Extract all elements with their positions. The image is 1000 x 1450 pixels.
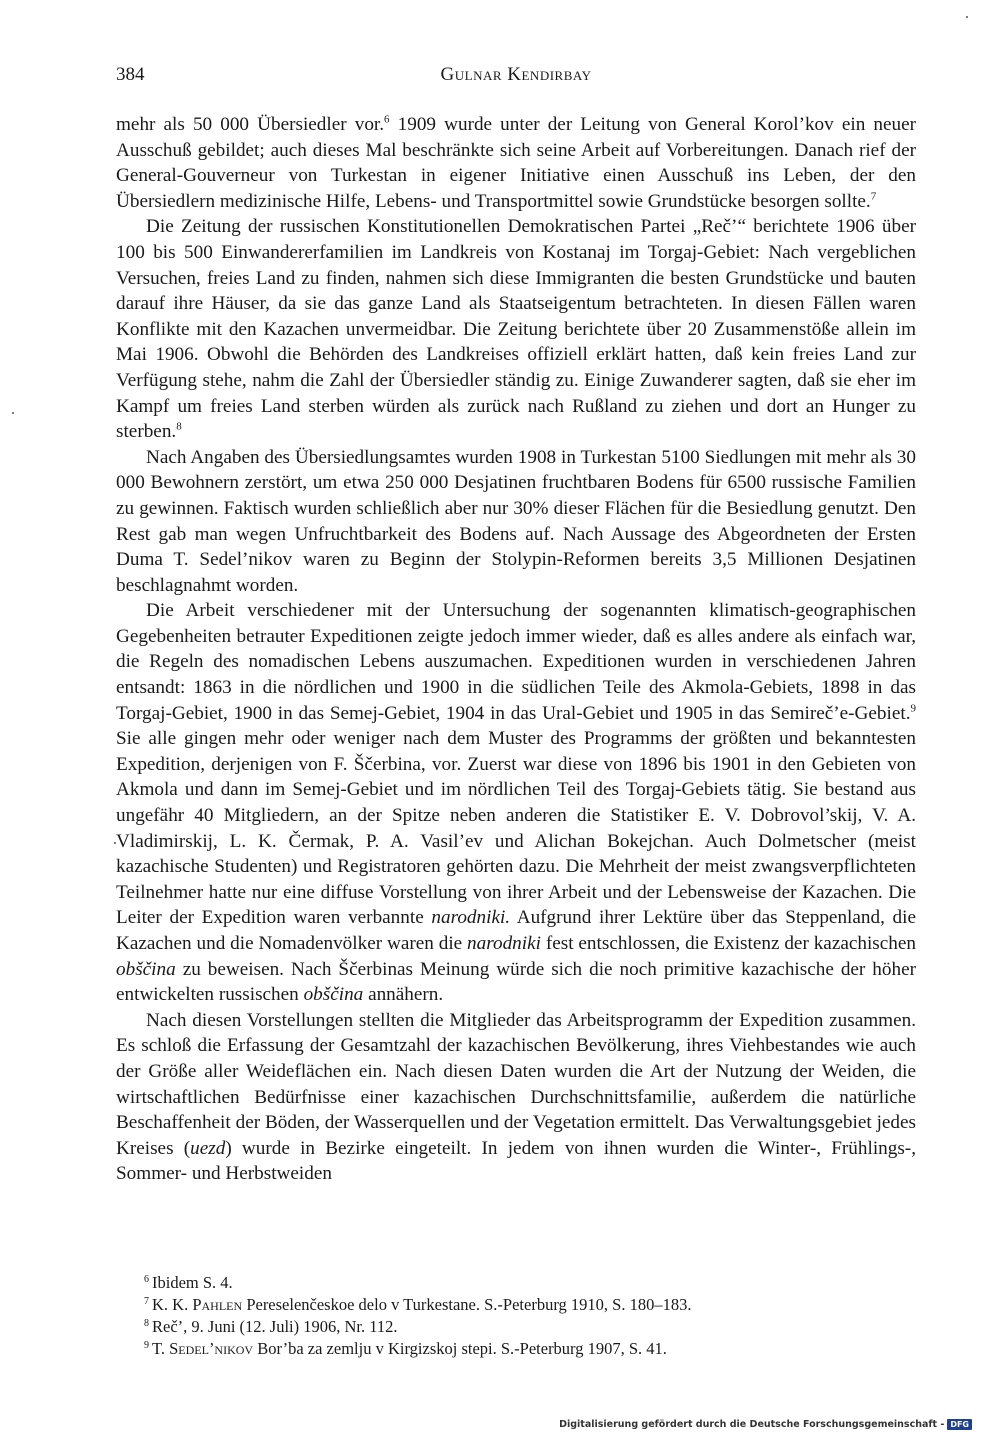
text-run: zu beweisen. Nach Ščerbinas Meinung würde sich die noch primitive kazachische der höher entwickelten russischen xyxy=(116,958,916,1006)
scan-speck xyxy=(966,16,968,18)
dfg-logo: DFG xyxy=(947,1419,972,1430)
text-run: Nach Angaben des Übersiedlungsamtes wurden 1908 in Turkestan 5100 Siedlungen mit mehr als 30 000 Bewohnern zerstört, um etwa 250 000 Desjatinen fruchtbaren Bodens für 6500 russische Familien zu gewinnen. Faktisch wurden schließlich aber nur 30% dieser Flächen für die Besiedlung genutzt. Den Rest gab man wegen Unfruchtbarkeit des Bodens auf. Nach Aussage des Abgeordneten der Ersten Duma T. Sedel’nikov waren zu Beginn der Stolypin-Reformen bereits 3,5 Millionen Desjatinen beschlagnahmt worden. xyxy=(116,446,916,596)
footnote xyxy=(144,1316,904,1338)
footnote xyxy=(144,1272,904,1294)
paragraph xyxy=(116,1008,916,1187)
text-run: mehr als 50 000 Übersiedler vor. xyxy=(116,114,385,135)
footnote xyxy=(144,1338,904,1360)
paragraph xyxy=(116,214,916,444)
page-header xyxy=(116,64,916,90)
text-run: Pereselenčeskoe delo v Turkestane. S.-Peterburg 1910, S. 180–183. xyxy=(242,1295,692,1314)
text-run: Die Zeitung der russischen Konstitutionellen Demokratischen Partei „Reč’“ berichtete 1906 über 100 bis 500 Einwandererfamilien im Landkreis von Kostanaj im Torgaj-Gebiet: Nach vergeblichen Versuchen, freies Land zu finden, nahmen sich diese Immigranten die besten Grundstücke und bauten darauf ihre Häuser, da sie das ganze Land als Staatseigentum betrachteten. In diesen Fällen waren Konflikte mit den Kazachen unvermeidbar. Die Zeitung berichtete über 20 Zusammenstöße allein im Mai 1906. Obwohl die Behörden des Landkreises offiziell erklärt hatten, daß kein freies Land zur Verfügung stehe, nahm die Zahl der Übersiedler ständig zu. Einige Zuwanderer sagten, daß sie eher im Kampf um freies Land sterben würden als zurück nach Rußland zu ziehen und dort an Hunger zu sterben. xyxy=(116,216,916,443)
footnote-ref: 8 xyxy=(176,420,182,433)
text-run: ) wurde in Bezirke eingeteilt. In jedem von ihnen wurden die Winter-, Frühlings-, Sommer- und Herbstweiden xyxy=(116,1137,916,1185)
italic-term: uezd xyxy=(190,1137,226,1159)
footnote-number: 9 xyxy=(144,1339,149,1351)
scan-speck xyxy=(114,842,116,844)
footnote-number: 7 xyxy=(144,1295,149,1307)
text-run: fest entschlossen, die Existenz der kazachischen xyxy=(540,933,916,954)
text-run: Nach diesen Vorstellungen stellten die Mitglieder das Arbeitsprogramm der Expedition zusammen. Es schloß die Erfassung der Gesamtzahl der kazachischen Bevölkerung, ihres Viehbestandes wie auch der Größe aller Weideflächen ein. Nach diesen Daten wurden die Art der Nutzung der Weiden, die wirtschaftlichen Bedürfnisse einer kazachischen Durchschnittsfamilie, außerdem die natürliche Beschaffenheit der Böden, der Wasserquellen und der Vegetation ermittelt. Das Verwaltungsgebiet jedes Kreises ( xyxy=(116,1009,916,1159)
digitization-credit xyxy=(559,1419,972,1430)
paragraph xyxy=(116,598,916,1008)
body-text xyxy=(116,112,916,1187)
author-name: Pahlen xyxy=(192,1295,243,1314)
footnotes xyxy=(144,1272,904,1360)
footnote-ref: 6 xyxy=(384,113,390,126)
italic-term: obščina xyxy=(303,984,364,1006)
footnote-number: 6 xyxy=(144,1273,149,1285)
text-run: T. xyxy=(152,1339,170,1358)
footnote xyxy=(144,1294,904,1316)
text-run: annähern. xyxy=(363,984,444,1006)
paragraph xyxy=(116,112,916,214)
footnote-ref: 9 xyxy=(910,702,916,715)
running-head-author: Gulnar Kendirbay xyxy=(440,64,592,85)
paragraph xyxy=(116,445,916,599)
text-run: 1909 wurde unter der Leitung von General Korol’kov ein neuer Ausschuß gebildet; auch dieses Mal beschränkte sich seine Arbeit auf Vorbereitungen. Danach rief der General-Gouverneur von Turkestan in eigener Initiative einen Ausschuß ins Leben, der den Übersiedlern medizinische Hilfe, Lebens- und Transportmittel sowie Grundstücke besorgen sollte. xyxy=(116,114,916,212)
scan-speck xyxy=(12,412,14,414)
text-run: Reč’, 9. Juni (12. Juli) 1906, Nr. 112. xyxy=(152,1317,398,1336)
footnote-number: 8 xyxy=(144,1317,149,1329)
text-run: Ibidem S. 4. xyxy=(152,1273,233,1292)
text-run: Bor’ba za zemlju v Kirgizskoj stepi. S.-Peterburg 1907, S. 41. xyxy=(253,1339,667,1358)
footnote-ref: 7 xyxy=(870,190,877,203)
text-run: Sie alle gingen mehr oder weniger nach dem Muster des Programms der größten und bekanntesten Expedition, derjenigen von F. Ščerbina, vor. Zuerst war diese von 1896 bis 1901 in den Gebieten von Akmola und dann im Semej-Gebiet und im nördlichen Teil des Torgaj-Gebiets tätig. Sie bestand aus ungefähr 40 Mitgliedern, an der Spitze neben anderen die Statistiker E. V. Dobrovol’skij, V. A. Vladimirskij, L. K. Čermak, P. A. Vasil’ev und Alichan Bokejchan. Auch Dolmetscher (meist kazachische Studenten) und Registratoren gehörten dazu. Die Mehrheit der meist zwangsverpflichteten Teilnehmer hatte nur eine diffuse Vorstellung von ihrer Arbeit und der Lebensweise der Kazachen. Die Leiter der Expedition waren verbannte xyxy=(116,728,916,929)
credit-text: Digitalisierung gefördert durch die Deutsche Forschungsgemeinschaft - xyxy=(559,1419,945,1430)
page-number: 384 xyxy=(116,64,145,85)
italic-term: narodniki xyxy=(467,933,541,954)
italic-term: obščina xyxy=(116,958,176,980)
text-run: Die Arbeit verschiedener mit der Untersuchung der sogenannten klimatisch-geographischen Gegebenheiten betrauter Expeditionen zeigte jedoch immer wieder, daß es alles andere als einfach war, die Regeln des nomadischen Lebens auszumachen. Expeditionen wurden in verschiedenen Jahren entsandt: 1863 in die nördlichen und 1900 in die südlichen Teile des Akmola-Gebiets, 1898 in das Torgaj-Gebiet, 1900 in das Semej-Gebiet, 1904 in das Ural-Gebiet und 1905 in das Semireč’e-Gebiet. xyxy=(116,600,916,724)
author-name: Sedel’nikov xyxy=(169,1339,254,1358)
italic-term: narodniki. xyxy=(431,907,511,929)
text-run: Aufgrund ihrer Lektüre über das Steppenland, die Kazachen und die Nomadenvölker waren die xyxy=(116,907,916,954)
text-run: K. K. xyxy=(152,1295,193,1314)
